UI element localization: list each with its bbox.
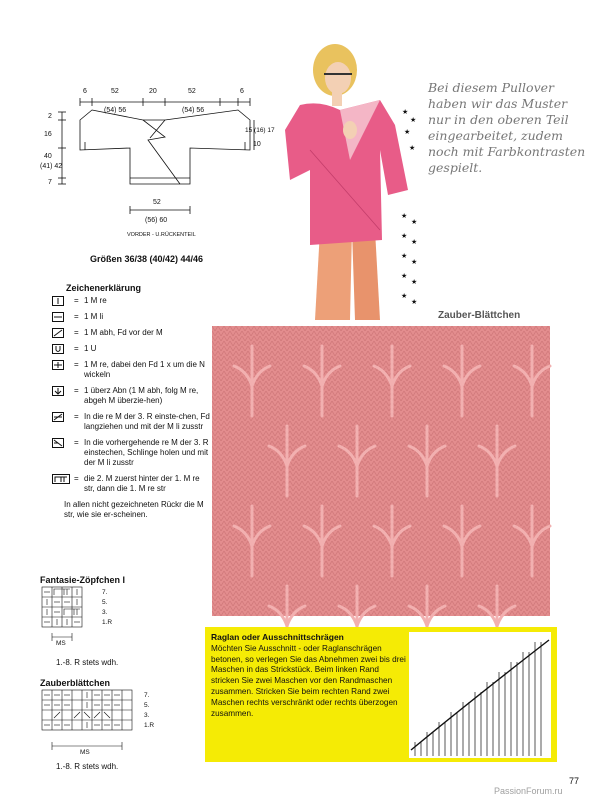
zauberblaettchen-chart <box>40 688 160 758</box>
legend-equals: = <box>74 360 79 369</box>
dim-left-2: 16 <box>44 131 52 138</box>
legend-equals: = <box>74 312 79 321</box>
svg-text:★: ★ <box>402 109 409 116</box>
legend-row <box>52 438 210 468</box>
wrap-stitch-icon <box>52 360 70 370</box>
svg-text:★: ★ <box>401 253 408 260</box>
decrease-icon <box>52 386 70 396</box>
legend-text: In die re M der 3. R einste-chen, Fd langziehen und mit der M li zusstr <box>84 412 210 431</box>
piece-label: VORDER - U.RÜCKENTEIL <box>127 232 196 238</box>
legend-row <box>52 360 210 380</box>
legend-text: 1 M abh, Fd vor der M <box>84 328 163 337</box>
legend-row <box>52 474 210 494</box>
swatch-title: Zauber-Blättchen <box>438 310 521 321</box>
dim-top-7: 6 <box>240 88 244 95</box>
page-number: 77 <box>569 776 580 786</box>
chart1-ms: MS <box>56 640 66 647</box>
purl-stitch-icon <box>52 312 70 322</box>
chart1-row: 1.R <box>102 619 113 626</box>
dim-top-3: (54) 56 <box>104 107 127 114</box>
dim-top-5: 52 <box>188 88 196 95</box>
svg-text:★: ★ <box>411 219 418 226</box>
chart1-row: 5. <box>102 599 108 606</box>
raglan-decrease-illustration <box>409 632 551 758</box>
svg-text:★: ★ <box>401 213 408 220</box>
legend-text: 1 M re, dabei den Fd 1 x um die N wickeln <box>84 360 205 379</box>
chart2-row: 7. <box>144 692 150 699</box>
sizes: Größen 36/38 (40/42) 44/46 <box>90 254 204 264</box>
dim-bottom-1: 52 <box>153 199 161 206</box>
legend-text: 1 U <box>84 344 97 353</box>
legend-row <box>52 386 210 406</box>
legend-text: 1 M li <box>84 312 104 321</box>
dim-right-1: 15 (16) 17 <box>245 127 275 134</box>
watermark: PassionForum.ru <box>494 786 563 796</box>
dim-bottom-2: (56) 60 <box>145 217 168 224</box>
legend-text: die 2. M zuerst hinter der 1. M re str, dann die 1. M re str <box>84 474 200 493</box>
svg-text:★: ★ <box>411 239 418 246</box>
legend-equals: = <box>74 412 79 421</box>
chart2-ms: MS <box>80 749 90 756</box>
chart2-note: 1.-8. R stets wdh. <box>56 762 119 771</box>
svg-text:★: ★ <box>409 145 416 152</box>
chart1-row: 3. <box>102 609 108 616</box>
chart2-title: Zauberblättchen <box>40 678 111 688</box>
legend-equals: = <box>74 386 79 395</box>
legend-equals: = <box>74 344 79 353</box>
legend-equals: = <box>74 296 79 305</box>
svg-text:★: ★ <box>411 279 418 286</box>
svg-text:★: ★ <box>401 273 408 280</box>
svg-text:★: ★ <box>410 117 417 124</box>
garment-schematic <box>40 80 275 270</box>
svg-text:★: ★ <box>401 233 408 240</box>
knit-stitch-icon <box>52 296 70 306</box>
cross-stitch-icon <box>52 474 70 484</box>
chart2-row: 3. <box>144 712 150 719</box>
legend-title: Zeichenerklärung <box>66 283 142 293</box>
legend-row <box>52 344 210 354</box>
fantasie-zoepfchen-chart <box>40 585 150 655</box>
chart1-note: 1.-8. R stets wdh. <box>56 658 119 667</box>
legend-text: 1 überz Abn (1 M abh, folg M re, abgeh M überzie-hen) <box>84 386 199 405</box>
insert-left-icon <box>52 438 70 448</box>
dim-right-2: 10 <box>253 141 261 148</box>
legend-row <box>52 328 210 338</box>
svg-text:★: ★ <box>411 259 418 266</box>
svg-text:★: ★ <box>401 293 408 300</box>
yarn-over-icon <box>52 344 70 354</box>
dim-left-1: 2 <box>48 113 52 120</box>
legend-text: In die vorhergehende re M der 3. R einstechen, Schlinge holen und mit der M li zusstr <box>84 438 209 467</box>
legend-row <box>52 312 210 322</box>
dim-top-2: 52 <box>111 88 119 95</box>
chart1-row: 7. <box>102 589 108 596</box>
svg-text:★: ★ <box>411 299 418 306</box>
chart2-row: 1.R <box>144 722 155 729</box>
legend-text: 1 M re <box>84 296 107 305</box>
dim-left-5: 7 <box>48 179 52 186</box>
legend-equals: = <box>74 474 79 483</box>
fashion-illustration <box>270 30 420 320</box>
legend-equals: = <box>74 328 79 337</box>
legend-row <box>52 412 210 432</box>
chart2-row: 5. <box>144 702 150 709</box>
insert-right-icon <box>52 412 70 422</box>
tip-title: Raglan oder Ausschnittschrägen <box>211 632 344 642</box>
dim-left-3: 40 <box>44 153 52 160</box>
svg-text:★: ★ <box>404 129 411 136</box>
tip-text-block <box>211 632 406 757</box>
legend <box>52 296 210 520</box>
slip-stitch-icon <box>52 328 70 338</box>
dim-left-4: (41) 42 <box>40 163 63 170</box>
legend-row <box>52 296 210 306</box>
legend-note: In allen nicht gezeichneten Rückr die M str, wie sie er-scheinen. <box>64 500 204 519</box>
dim-top-1: 6 <box>83 88 87 95</box>
tip-body: Möchten Sie Ausschnitt - oder Raglanschrägen betonen, so verlegen Sie das Abnehmen zwei bis drei Maschen in das Strickstück. Beim linken Rand stricken Sie zwei Maschen vor den Randmaschen zusammen. Stricken Sie beim rechten Rand zwei Maschen rechts verschränkt oder rechts überzogen zusammen. <box>211 643 406 718</box>
caption: Bei diesem Pullover haben wir das Muster nur in den oberen Teil eingearbeitet, zudem noch mit Farbkontrasten gespielt. <box>428 80 586 175</box>
legend-equals: = <box>74 438 79 447</box>
knit-swatch-photo <box>212 326 550 616</box>
chart1-title: Fantasie-Zöpfchen I <box>40 575 126 585</box>
dim-top-4: 20 <box>149 88 157 95</box>
dim-top-6: (54) 56 <box>182 107 205 114</box>
